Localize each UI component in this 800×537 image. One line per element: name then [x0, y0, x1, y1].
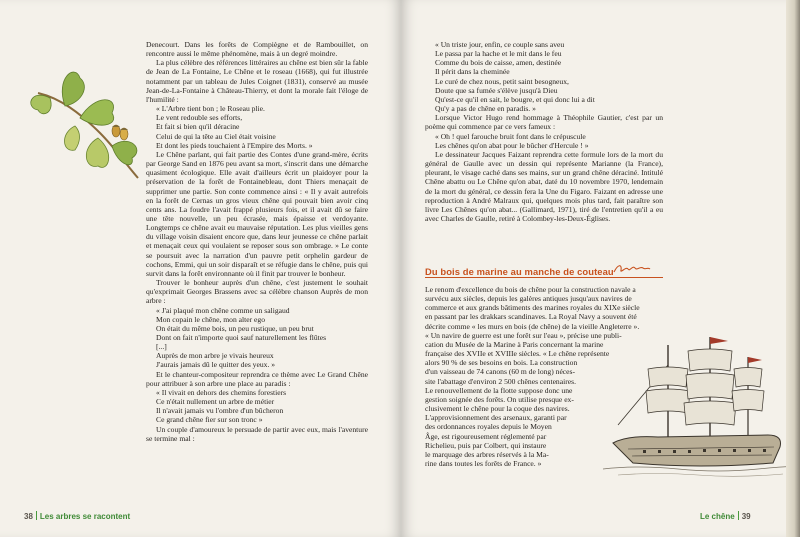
right-text-column: [425, 40, 663, 223]
poem-line: Qu'est-ce qu'il en sait, le bougre, et qui donc lui a dit: [435, 94, 595, 104]
poem-line: « Un triste jour, enfin, ce couple sans aveu: [435, 40, 565, 49]
poem-line: Et fait si bien qu'il déracine: [156, 122, 240, 132]
running-title: Le chêne: [700, 512, 735, 521]
paragraph: Lorsque Victor Hugo rend hommage à Théophile Gautier, c'est par un poème qui commence par ce vers fameux :: [425, 113, 663, 132]
poem-brassens: [146, 306, 368, 370]
sailing-ship-illustration-icon: [598, 335, 788, 480]
poem-line: Comme du bois de caisse, amen, destinée: [435, 58, 562, 68]
poem-hugo: [425, 132, 663, 150]
text-line: alors 90 % de ses besoins en bois. La construction: [425, 358, 578, 368]
poem-line: Le vent redouble ses efforts,: [156, 113, 243, 123]
paragraph: Et le chanteur-compositeur reprendra ce thème avec Le Grand Chêne pour attribuer à son arbre une place au paradis :: [146, 369, 368, 388]
poem-line: Doute que sa fumée s'élève jusqu'à Dieu: [435, 85, 558, 95]
text-line: gestion soignée des forêts. On utilise presque ex-: [425, 394, 574, 404]
poem-line: [...]: [156, 342, 167, 352]
text-line: d'un vaisseau de 74 canons (60 m de long) néces-: [425, 367, 576, 377]
poem-fable: [146, 104, 368, 150]
left-text-column: [146, 40, 368, 443]
poem-line: Qu'y a pas de chêne en paradis. »: [435, 104, 536, 114]
left-footer: [24, 511, 130, 521]
poem-line: Dont on fait n'importe quoi sauf naturellement les flûtes: [156, 333, 327, 342]
poem-line: « Il vivait en dehors des chemins forestiers: [156, 387, 287, 397]
poem-grand-chene: [146, 388, 368, 425]
poem-line: Ce n'était nullement un arbre de métier: [156, 397, 275, 407]
poem-line: « L'Arbre tient bon ; le Roseau plie.: [156, 104, 265, 114]
poem-line: Mon copain le chêne, mon alter ego: [156, 314, 266, 324]
text-line: Âge, est rigoureusement réglementé par: [425, 431, 547, 441]
paragraph: Le dessinateur Jacques Faizant reprendra cette formule lors de la mort du général de Gaulle avec un dessin qui représente Marianne (la France), pleurant, le visage caché dans ses mains, sur un grand chêne déraciné. Intitulé Chêne abattu ou Le Chêne qu'on abat, daté du 10 novembre 1970, lendemain de la mort du général, ce dessin fera la Une du Figaro. Faizant en adresse une reproduction à André Malraux qui, quelques mois plus tard, fait paraître son livre Les Chênes qu'on abat... (Gallimard, 1971), tiré de l'entretien qu'il a eu avec Charles de Gaulle, retiré à Colombey-les-Deux-Églises.: [425, 149, 663, 223]
poem-line: « J'ai plaqué mon chêne comme un saligaud: [156, 305, 290, 315]
text-line: « Un navire de guerre est une forêt sur l'eau », précise une publi-: [425, 330, 622, 340]
paragraph: Denecourt. Dans les forêts de Compiègne et de Rambouillet, on rencontre aussi le même phénomène, mais à un degré moindre.: [146, 40, 368, 59]
poem-line: Ce grand chêne fier sur son tronc »: [156, 415, 263, 425]
poem-line: Celui de qui la tête au Ciel était voisine: [156, 131, 276, 141]
section-heading: [425, 262, 663, 278]
section-title: Du bois de marine au manche de couteau: [425, 266, 614, 277]
poem-line: Le passa par la hache et le mit dans le feu: [435, 49, 562, 59]
text-line: survécu aux siècles, depuis les galères antiques jusqu'aux navires de: [425, 294, 632, 304]
running-title: Les arbres se racontent: [39, 512, 131, 521]
paragraph: Un couple d'amoureux le persuade de partir avec eux, mais l'aventure se termine mal :: [146, 424, 368, 443]
text-line: rine dans toutes les forêts de France. »: [425, 458, 542, 468]
paragraph: La plus célèbre des références littéraires au chêne est bien sûr la fable de Jean de La Fontaine, Le Chêne et le roseau (1668), qui fut illustrée notamment par un tableau de Jules Coignet (1831), conservé au musée Jean-de-La-Fontaine à Château-Thierry, et dont la morale fait l'éloge de l'humilité :: [146, 58, 368, 104]
poem-line: « Oh ! quel farouche bruit font dans le crépuscule: [435, 131, 586, 141]
text-line: site l'abattage d'environ 2 500 chênes centenaires.: [425, 376, 576, 386]
paragraph: Trouver le bonheur auprès d'un chêne, c'est justement le souhait qu'exprimait Georges Brassens avec sa célèbre chanson Auprès de mon arbre :: [146, 278, 368, 306]
text-line: L'approvisionnement des arsenaux, garanti par: [425, 413, 567, 423]
right-footer: [700, 511, 751, 521]
poem-grand-chene-end: [425, 40, 663, 113]
text-line: française des XVIIe et XVIIIe siècles. « Le chêne représente: [425, 349, 610, 359]
poem-line: Le curé de chez nous, petit saint besogneux,: [435, 76, 569, 86]
text-line: cation du Musée de la Marine à Paris concernant la marine: [425, 339, 604, 349]
poem-line: Il n'avait jamais vu l'ombre d'un bûcheron: [156, 406, 284, 416]
text-line: Richelieu, puis par Colbert, qui instaure: [425, 440, 547, 450]
signature-ornament-icon: [612, 262, 652, 276]
poem-line: Les chênes qu'on abat pour le bûcher d'Hercule ! »: [435, 140, 589, 150]
text-line: Le renom d'excellence du bois de chêne pour la construction navale a: [425, 285, 636, 294]
right-book-edge: [786, 0, 800, 537]
poem-line: Auprès de mon arbre je vivais heureux: [156, 351, 274, 361]
page-number: 38: [24, 512, 33, 521]
footer-divider: [738, 511, 739, 520]
paragraph: Le Chêne parlant, qui fait partie des Contes d'une grand-mère, écrits par George Sand en 1876 peu avant sa mort, s'inscrit dans une démarche quasiment écologique. Elle avait d'ailleurs écrit un plaidoyer pour la préservation de la forêt de Fontainebleau, dont Thiers menaçait de supprimer une partie. Son conte commence ainsi : « Il y avait autrefois en la forêt de Cernas un gros vieux chêne qui pouvait bien avoir cinq cents ans. La foudre l'avait frappé plusieurs fois, et il avait dû se faire une tête nouvelle, un peu écrasée, mais épaisse et verdoyante. Longtemps ce chêne avait eu mauvaise réputation. Les plus vieilles gens du village voisin disaient encore que, dans leur jeunesse ce chêne parlait et menaçait ceux qui voulaient se reposer sous son ombrage. » Le conte se poursuit avec la narration d'un pauvre petit orphelin gardeur de cochons, Emmi, qui un soir disparaît et se réfugie dans le chêne, puis qui survit dans la forêt environnante où il finit par trouver le bonheur.: [146, 149, 368, 278]
poem-line: J'aurais jamais dû le quitter des yeux. »: [156, 360, 276, 370]
poem-line: On était du même bois, un peu rustique, un peu brut: [156, 323, 314, 333]
oak-branch-illustration-icon: [20, 58, 145, 188]
text-line: en passant par les drakkars scandinaves. La Royal Navy a souvent été: [425, 312, 637, 322]
text-line: Le renouvellement de la flotte suppose donc une: [425, 385, 573, 395]
footer-divider: [36, 511, 37, 520]
heading-rule: [425, 277, 663, 278]
page-number: 39: [741, 512, 751, 521]
text-line: décrite comme « les murs en bois (de chêne) de la vieille Angleterre ».: [425, 321, 640, 331]
text-line: des ordonnances royales depuis le Moyen: [425, 422, 552, 432]
text-line: commerce et aux grands bâtiments des marines royales du XIXe siècle: [425, 303, 640, 313]
text-line: le marquage des arbres réservés à la Ma-: [425, 449, 549, 459]
poem-line: Et dont les pieds touchaient à l'Empire des Morts. »: [156, 140, 313, 150]
poem-line: Il périt dans la cheminée: [435, 67, 510, 77]
text-line: clusivement le chêne pour la coque des navires.: [425, 404, 570, 414]
